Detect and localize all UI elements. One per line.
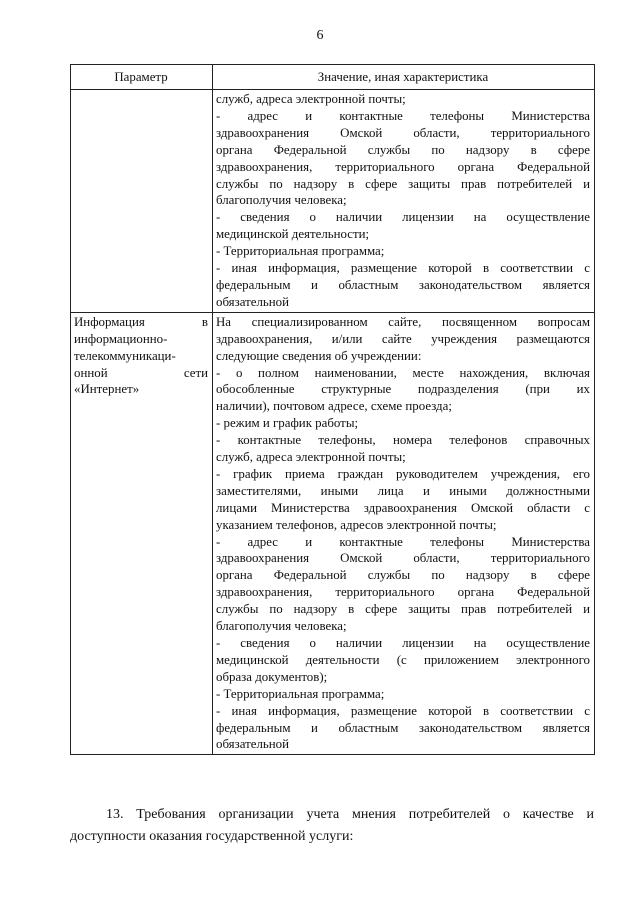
internet-text-line: службы по надзору в сфере защиты прав потребителей и bbox=[216, 602, 590, 617]
internet-param-line: «Интернет» bbox=[74, 382, 140, 397]
continuation-text-line: - иная информация, размещение которой в соответствии с bbox=[216, 261, 590, 276]
internet-text-line: лицами Министерства здравоохранения Омской области с bbox=[216, 500, 590, 515]
internet-text-line: - график приема граждан руководителем учреждения, его bbox=[216, 466, 590, 481]
internet-text-line: заместителями, иными лица и иными должностными bbox=[216, 483, 590, 498]
continuation-text-line: органа Федеральной службы по надзору в сфере bbox=[216, 142, 590, 157]
header-value: Значение, иная характеристика bbox=[213, 65, 595, 90]
internet-text-line: - о полном наименовании, месте нахождения, включая bbox=[216, 365, 590, 380]
internet-text-line: - иная информация, размещение которой в соответствии с bbox=[216, 703, 590, 718]
internet-text-line: здравоохранения, и/или сайте учреждения размещаются bbox=[216, 331, 590, 346]
internet-text-line: обособленные структурные подразделения (при их bbox=[216, 382, 590, 397]
continuation-text-line: благополучия человека; bbox=[216, 193, 347, 208]
section-13-paragraph bbox=[70, 804, 594, 848]
internet-text-line: служб, адреса электронной почты; bbox=[216, 450, 406, 465]
section-13-line-2: доступности оказания государственной услуги: bbox=[70, 829, 354, 844]
internet-text-line: - режим и график работы; bbox=[216, 416, 359, 431]
continuation-param-cell bbox=[71, 90, 213, 313]
internet-text-line: медицинской деятельности (с приложением электронного bbox=[216, 652, 590, 667]
continuation-text-line: медицинской деятельности; bbox=[216, 227, 370, 242]
internet-text-line: обязательной bbox=[216, 737, 290, 752]
internet-param-line: телекоммуникаци- bbox=[74, 348, 176, 363]
internet-text-line: органа Федеральной службы по надзору в сфере bbox=[216, 568, 590, 583]
internet-param-cell bbox=[71, 312, 213, 755]
internet-text-line: федеральным и областным законодательством является bbox=[216, 720, 590, 735]
internet-text-line: образа документов); bbox=[216, 669, 328, 684]
continuation-text-line: обязательной bbox=[216, 294, 290, 309]
internet-param-line: онной сети bbox=[74, 365, 208, 380]
table-row-internet bbox=[71, 312, 595, 755]
internet-value-cell bbox=[213, 312, 595, 755]
section-13-line-1: 13. Требования организации учета мнения потребителей о качестве и bbox=[106, 807, 594, 822]
internet-text-line: - контактные телефоны, номера телефонов справочных bbox=[216, 433, 590, 448]
internet-text-line: - адрес и контактные телефоны Министерства bbox=[216, 534, 590, 549]
internet-param-line: Информация в bbox=[74, 314, 208, 329]
internet-text-line: наличии), почтовом адресе, схеме проезда; bbox=[216, 399, 452, 414]
internet-text-line: - сведения о наличии лицензии на осуществление bbox=[216, 636, 590, 650]
continuation-text-line: федеральным и областным законодательством является bbox=[216, 277, 590, 292]
header-parameter: Параметр bbox=[71, 65, 213, 90]
internet-text-line: здравоохранения, территориального органа Федеральной bbox=[216, 585, 590, 600]
internet-text-line: указанием телефонов, адресов электронной почты; bbox=[216, 517, 497, 532]
continuation-text-line: - Территориальная программа; bbox=[216, 244, 385, 259]
table-row-continuation bbox=[71, 90, 595, 313]
internet-text-line: На специализированном сайте, посвященном вопросам bbox=[216, 314, 590, 329]
page-number: 6 bbox=[316, 28, 324, 43]
continuation-text-line: служб, адреса электронной почты; bbox=[216, 92, 406, 106]
continuation-text-line: службы по надзору в сфере защиты прав потребителей и bbox=[216, 176, 590, 191]
internet-text-line: здравоохранения Омской области, территориального bbox=[216, 551, 590, 566]
internet-text-line: следующие сведения об учреждении: bbox=[216, 348, 422, 363]
continuation-text-line: - адрес и контактные телефоны Министерства bbox=[216, 108, 590, 123]
continuation-value-cell bbox=[213, 90, 595, 313]
table-header-row bbox=[71, 65, 595, 90]
continuation-text-line: здравоохранения, территориального органа Федеральной bbox=[216, 159, 590, 174]
internet-text-line: благополучия человека; bbox=[216, 619, 347, 634]
continuation-text-line: здравоохранения Омской области, территориального bbox=[216, 125, 590, 140]
internet-param-line: информационно- bbox=[74, 331, 168, 346]
continuation-text-line: - сведения о наличии лицензии на осуществление bbox=[216, 210, 590, 225]
service-parameters-table bbox=[70, 64, 595, 755]
internet-text-line: - Территориальная программа; bbox=[216, 686, 385, 701]
